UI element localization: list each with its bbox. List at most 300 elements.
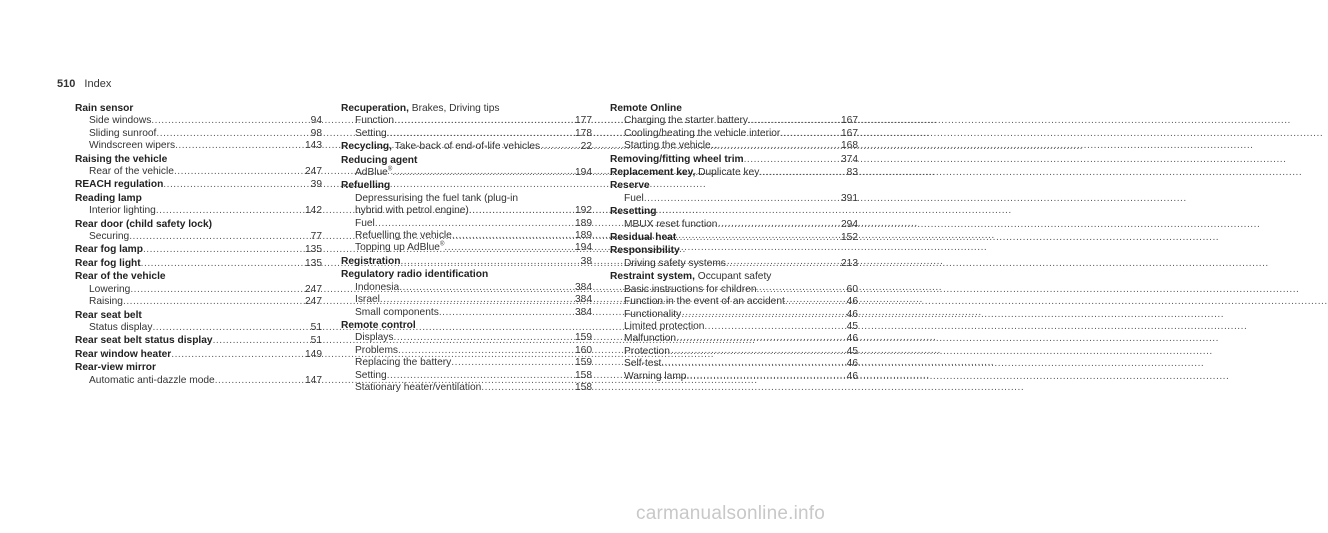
index-subentry[interactable] [610,284,858,296]
dot-leader [481,382,571,394]
index-subentry[interactable] [610,321,858,333]
dot-leader [130,284,301,296]
dot-leader [748,115,837,127]
subentry-label: MBUX reset function [624,218,718,230]
index-heading[interactable] [75,244,322,256]
index-entry [341,155,592,180]
index-subentry[interactable] [610,358,858,370]
index-entry [610,271,858,383]
page-ref[interactable]: 384 [575,294,592,306]
heading-text [75,349,171,361]
index-entry [341,180,592,254]
subentry-label: Rear of the vehicle [89,166,174,178]
subentry-text [355,230,452,242]
subentry-label: Basic instructions for children [624,283,757,295]
page-ref[interactable]: 135 [305,257,322,269]
subentry-label: Topping up AdBlue [355,242,440,254]
page-ref[interactable]: 374 [841,153,858,165]
index-entry [75,335,322,347]
subentry-text [624,358,661,370]
heading-text [75,310,142,322]
page-ref[interactable]: 167 [841,127,858,139]
index-entry [341,103,592,140]
heading-term: Rear door (child safety lock) [75,218,212,230]
index-heading[interactable] [341,180,592,192]
subentry-label: Charging the starter battery [624,115,749,127]
heading-term: Rain sensor [75,103,134,114]
heading-text [341,180,390,192]
registered-mark: ® [387,166,393,173]
subentry-label: Interior lighting [89,205,156,217]
dot-leader [156,205,301,217]
index-entry [341,269,592,319]
index-column-2 [341,103,592,395]
subentry-text [355,332,394,344]
heading-text [341,320,416,332]
subentry-text [89,205,156,217]
subentry-label: Function [355,115,395,127]
page-ref[interactable]: 152 [841,232,858,244]
index-heading[interactable] [75,362,322,374]
heading-term: Registration [341,255,401,267]
heading-term: Responsibility [610,245,680,257]
heading-term: Regulatory radio identification [341,269,489,281]
index-heading[interactable] [341,103,592,115]
subentry-label: Lowering [89,283,131,295]
heading-term: Rear fog light [75,257,141,269]
index-heading[interactable] [610,245,858,257]
heading-term: Reserve [610,180,650,192]
heading-text [341,269,488,281]
subentry-text [624,333,676,345]
page-ref[interactable]: 46 [846,358,858,370]
heading-term: Resetting [610,206,657,218]
dot-leader [152,322,306,334]
index-heading[interactable] [610,232,858,244]
subentry-label: Malfunction [624,333,677,345]
dot-leader [757,284,843,296]
index-subentry[interactable] [75,296,322,308]
subentry-text [624,321,704,333]
page-ref[interactable]: 83 [846,167,858,179]
subentry-label: Refuelling the vehicle [355,230,452,242]
index-subentry[interactable] [610,193,858,205]
dot-leader [444,242,571,254]
subentry-text [355,282,399,294]
dot-leader [394,115,571,127]
index-subentry[interactable] [610,333,858,345]
page-header [57,78,111,90]
subentry-label: Raising [89,296,123,308]
page-ref[interactable]: 147 [305,374,322,386]
dot-leader [143,244,301,256]
index-subentry[interactable] [341,294,592,306]
index-entry [341,320,592,394]
page-ref[interactable]: 160 [575,344,592,356]
index-entry [75,271,322,308]
heading-term: Restraint system, [610,271,695,283]
index-heading[interactable] [341,320,592,332]
subentry-text [355,370,387,382]
heading-subterm: Occupant safety [694,271,772,283]
heading-term: Remote control [341,319,416,331]
index-subentry[interactable] [75,205,322,217]
dot-leader [686,371,842,383]
page-ref[interactable]: 45 [846,320,858,332]
index-heading[interactable] [610,154,858,166]
index-entry [75,179,322,191]
heading-term: REACH regulation [75,179,164,191]
page-ref[interactable]: 158 [575,381,592,393]
index-entry [75,193,322,218]
heading-text [610,232,676,244]
page-ref[interactable]: 77 [310,231,322,243]
index-heading[interactable] [75,310,322,322]
heading-term: Recycling, [341,141,392,153]
page-ref[interactable]: 189 [575,230,592,242]
heading-term: Refuelling [341,180,391,192]
heading-term: Residual heat [610,232,677,244]
index-heading[interactable] [75,154,322,166]
heading-text [75,362,156,374]
page-ref[interactable]: 177 [575,115,592,127]
page-ref[interactable]: 247 [305,166,322,178]
dot-leader [141,258,301,270]
index-subentry[interactable] [610,219,858,231]
index-subentry[interactable] [75,140,322,152]
dot-leader [452,230,571,242]
index-subentry[interactable] [75,322,322,334]
registered-mark: ® [439,242,445,249]
dot-leader [392,167,571,179]
index-heading[interactable] [610,180,858,192]
heading-term: Raising the vehicle [75,153,168,165]
page-ref[interactable]: 60 [846,283,858,295]
subentry-text [355,167,392,179]
index-heading[interactable] [75,271,322,283]
dot-leader [213,335,307,347]
subentry-text [624,128,780,140]
heading-subterm: Take-back of end-of-life vehicles [391,141,541,153]
index-subentry[interactable] [341,128,592,140]
page-ref[interactable]: 46 [846,308,858,320]
dot-leader [744,154,837,166]
subentry-label: Protection [624,345,670,357]
subentry-text [624,258,726,270]
dot-leader [380,294,571,306]
index-subentry[interactable] [341,282,592,294]
heading-text [75,193,142,205]
subentry-text [355,294,380,306]
dot-leader [387,370,571,382]
subentry-text [355,115,394,127]
subentry-text [355,345,398,357]
index-subentry[interactable] [610,128,858,140]
dot-leader [123,296,301,308]
index-heading[interactable] [75,179,322,191]
page-ref[interactable]: 94 [310,115,322,127]
page-ref[interactable]: 142 [305,205,322,217]
index-column-3 [610,103,858,384]
subentry-label: Displays [355,332,394,344]
subentry-text [89,375,215,387]
subentry-label: Side windows [89,115,152,127]
index-entry [610,154,858,166]
dot-leader [400,256,576,268]
subentry-text [624,346,670,358]
index-subentry[interactable] [610,296,858,308]
index-heading[interactable] [610,167,858,179]
subentry-label: Status display [89,321,153,333]
page-ref[interactable]: 45 [846,345,858,357]
subentry-text [89,322,152,334]
subentry-label: Self-test [624,358,662,370]
dot-leader [451,357,571,369]
index-subentry[interactable] [75,284,322,296]
heading-text [610,154,744,166]
index-entry [610,103,858,153]
dot-leader [163,179,306,191]
index-subentry[interactable] [341,332,592,344]
page-ref[interactable]: 135 [305,244,322,256]
subentry-label: Automatic anti-dazzle mode [89,374,215,386]
subentry-text [355,205,469,217]
subentry-label: Small components [355,306,439,318]
page-ref[interactable]: 178 [575,127,592,139]
index-heading[interactable] [610,271,858,283]
page-ref[interactable]: 167 [841,115,858,127]
heading-term: Rear seat belt status display [75,335,213,347]
subentry-label: Limited protection [624,320,705,332]
dot-leader [540,141,577,153]
page-ref[interactable]: 168 [841,140,858,152]
dot-leader [398,345,571,357]
dot-leader [394,332,572,344]
index-subentry[interactable] [610,371,858,383]
subentry-label: Setting [355,127,387,139]
subentry-text [624,193,644,205]
heading-subterm: Brakes, Driving tips [408,103,500,114]
index-subentry[interactable] [610,309,858,321]
heading-text [75,219,212,231]
index-heading[interactable] [75,258,322,270]
heading-text [75,244,143,256]
dot-leader [439,307,571,319]
page-ref[interactable]: 384 [575,281,592,293]
index-subentry[interactable] [341,205,592,217]
index-subentry[interactable] [75,115,322,127]
subentry-text [355,307,439,319]
heading-text [341,155,417,167]
index-entry [75,244,322,256]
dot-leader [151,115,306,127]
page-ref[interactable]: 384 [575,306,592,318]
page-ref[interactable]: 159 [575,332,592,344]
page-ref[interactable]: 46 [846,296,858,308]
index-subentry[interactable] [341,307,592,319]
index-subentry[interactable] [75,231,322,243]
dot-leader [780,128,837,140]
heading-text [75,103,133,115]
page-ref[interactable]: 247 [305,283,322,295]
subentry-label: AdBlue [355,167,388,179]
index-subentry[interactable] [341,230,592,242]
subentry-label: Replacing the battery [355,357,452,369]
dot-leader [375,218,571,230]
subentry-text [89,296,123,308]
page-ref[interactable]: 38 [580,255,592,267]
subentry-text [624,296,785,308]
heading-term: Rear of the vehicle [75,271,166,283]
page-ref[interactable]: 46 [846,370,858,382]
index-subentry[interactable] [610,115,858,127]
page-ref[interactable]: 194 [575,167,592,179]
page-ref[interactable]: 159 [575,357,592,369]
index-heading[interactable] [341,256,592,268]
heading-term: Rear-view mirror [75,362,156,374]
dot-leader [681,309,842,321]
index-heading[interactable] [341,155,592,167]
subentry-text [624,284,757,296]
subentry-text [355,357,451,369]
dot-leader [175,140,301,152]
subentry-text [624,140,711,152]
index-subentry[interactable] [341,345,592,357]
subentry-text [89,231,129,243]
dot-leader [661,358,842,370]
subentry-label: Setting [355,369,387,381]
subentry-label: hybrid with petrol engine) [355,205,469,217]
index-subentry[interactable] [341,382,592,394]
subentry-label: Driving safety systems [624,257,726,269]
dot-leader [156,128,306,140]
subentry-line: Depressurising the fuel tank (plug-in [355,192,519,204]
heading-text [610,206,656,218]
dot-leader [704,321,842,333]
subentry-text [89,115,151,127]
page-ref[interactable]: 51 [310,335,322,347]
heading-term: Reducing agent [341,154,418,166]
index-column-1 [75,103,322,388]
index-entry [75,219,322,244]
heading-term: Rear fog lamp [75,244,143,256]
page-title: Index [84,78,112,90]
index-entry [75,154,322,179]
index-subentry[interactable] [610,258,858,270]
index-heading[interactable] [610,103,858,115]
subentry-label: Windscreen wipers [89,140,176,152]
heading-text [610,180,650,192]
index-heading[interactable] [75,349,322,361]
dot-leader [670,346,843,358]
index-subentry[interactable] [610,346,858,358]
index-subentry[interactable] [341,242,592,254]
subentry-text [624,115,748,127]
heading-text [610,103,682,115]
heading-text [75,258,141,270]
index-subentry[interactable] [75,166,322,178]
page-ref[interactable]: 98 [310,127,322,139]
index-heading[interactable] [341,141,592,153]
heading-text [75,271,166,283]
index-subentry[interactable] [341,218,592,230]
dot-leader [174,166,301,178]
watermark: carmanualsonline.info [636,503,826,524]
index-heading[interactable] [75,219,322,231]
subentry-text [89,284,130,296]
subentry-label: Warning lamp [624,370,687,382]
page-ref[interactable]: 22 [580,141,592,153]
page-ref[interactable]: 39 [310,179,322,191]
dot-leader [711,140,837,152]
page-number: 510 [57,78,76,90]
page-ref[interactable]: 192 [575,205,592,217]
index-heading[interactable] [610,206,858,218]
index-subentry[interactable] [610,140,858,152]
heading-subterm: Duplicate key [695,167,760,179]
page-ref[interactable]: 194 [575,242,592,254]
heading-term: Rear window heater [75,348,172,360]
index-subentry[interactable] [341,370,592,382]
heading-text [75,154,167,166]
page-ref[interactable]: 158 [575,369,592,381]
page-ref[interactable]: 46 [846,333,858,345]
index-heading[interactable] [75,335,322,347]
subentry-label: Functionality [624,308,682,320]
subentry-label: Indonesia [355,281,400,293]
page-ref[interactable]: 247 [305,296,322,308]
index-heading[interactable] [341,269,592,281]
page-ref[interactable]: 143 [305,140,322,152]
index-entry [610,245,858,270]
page-ref[interactable]: 51 [310,321,322,333]
page-ref[interactable]: 213 [841,257,858,269]
dot-leader [759,167,842,179]
index-subentry[interactable] [341,357,592,369]
page-ref[interactable]: 149 [305,348,322,360]
index-subentry[interactable] [75,375,322,387]
heading-text [610,271,771,283]
subentry-label: Fuel [624,192,644,204]
dot-leader [676,232,837,244]
index-subentry[interactable] [341,115,592,127]
page-ref[interactable]: 189 [575,217,592,229]
index-subentry[interactable] [75,128,322,140]
heading-term: Recuperation, [341,103,409,114]
heading-term: Reading lamp [75,192,142,204]
subentry-text [355,128,387,140]
index-entry [610,206,858,231]
subentry-label: Starting the vehicle [624,140,711,152]
index-heading[interactable] [75,103,322,115]
heading-term: Rear seat belt [75,309,142,321]
subentry-label: Function in the event of an accident [624,296,785,308]
index-subentry[interactable] [341,167,592,179]
subentry-text [89,166,174,178]
index-heading[interactable] [75,193,322,205]
dot-leader [676,333,843,345]
dot-leader [717,219,837,231]
index-entry [75,103,322,153]
page-ref[interactable]: 391 [841,192,858,204]
subentry-label: Problems [355,344,399,356]
dot-leader [399,282,571,294]
heading-term: Replacement key, [610,167,696,179]
page-ref[interactable]: 294 [841,218,858,230]
index-entry [341,256,592,268]
subentry-text [624,309,681,321]
heading-text [75,335,213,347]
